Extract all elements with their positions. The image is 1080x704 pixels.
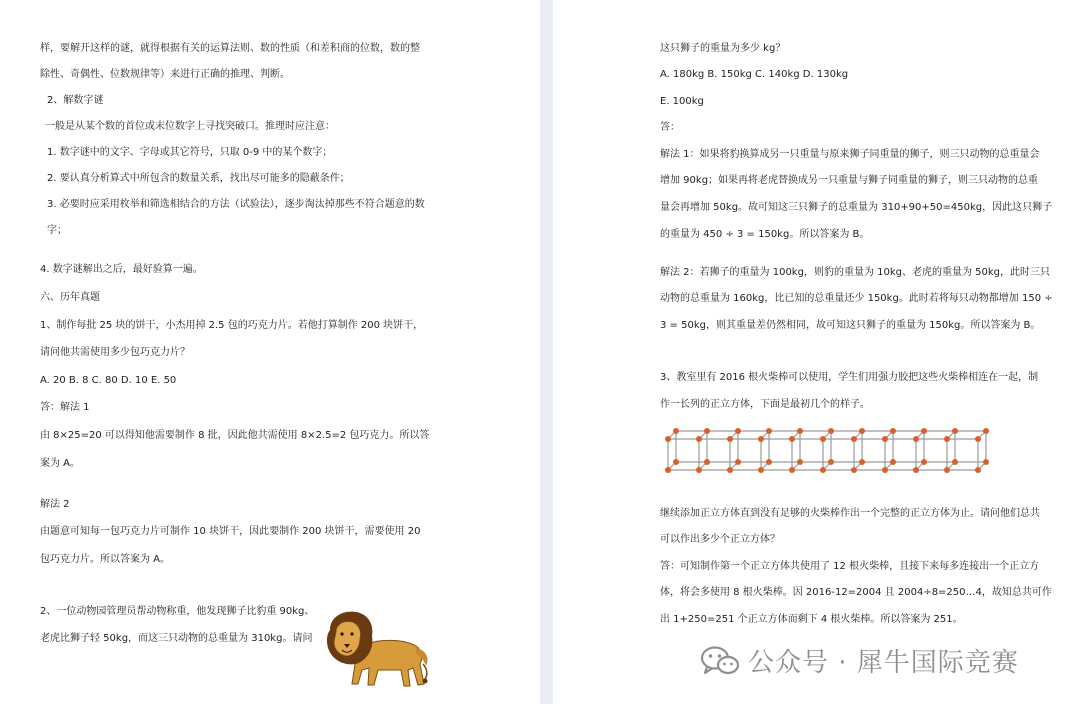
glue-joint (797, 459, 803, 465)
glue-joint (797, 428, 803, 434)
answer-text: 的重量为 450 ÷ 3 = 150kg。所以答案为 B。 (660, 229, 870, 240)
matchstick-cubes-illustration (662, 420, 1002, 478)
glue-joint (913, 436, 919, 442)
answer-text: 案为 A。 (40, 458, 81, 469)
wechat-icon (700, 645, 740, 677)
answer-text: 动物的总重量为 160kg，比已知的总重量还少 150kg。此时若将每只动物都增加 150 ÷ (660, 293, 1053, 304)
answer-label: 解法 2 (40, 499, 70, 510)
glue-joint (766, 459, 772, 465)
glue-joint (952, 428, 958, 434)
glue-joint (727, 436, 733, 442)
glue-joint (944, 467, 950, 473)
question-text: 这只狮子的重量为多少 kg？ (660, 43, 786, 54)
glue-joint (828, 428, 834, 434)
glue-joint (665, 467, 671, 473)
text-line: 样，要解开这样的谜，就得根据有关的运算法则、数的性质（和差积商的位数，数的整 (40, 43, 420, 54)
text-line: 3. 必要时应采用枚举和筛选相结合的方法（试验法），逐步淘汰掉那些不符合题意的数 (47, 199, 425, 210)
glue-joint (890, 459, 896, 465)
glue-joint (735, 459, 741, 465)
glue-joint (882, 436, 888, 442)
question-text: 3、教室里有 2016 根火柴棒可以使用，学生们用强力胶把这些火柴棒相连在一起，制 (660, 372, 1039, 383)
answer-text: 出 1+250=251 个正立方体而剩下 4 根火柴棒。所以答案为 251。 (660, 614, 963, 625)
glue-joint (758, 467, 764, 473)
section-heading: 2、解数字谜 (47, 95, 104, 106)
glue-joint (890, 428, 896, 434)
glue-joint (735, 428, 741, 434)
glue-joint (975, 467, 981, 473)
question-text: 2、一位动物园管理员帮动物称重，他发现狮子比豹重 90kg、 (40, 606, 315, 617)
glue-joint (673, 459, 679, 465)
text-line: 2. 要认真分析算式中所包含的数量关系，找出尽可能多的隐蔽条件； (47, 173, 350, 184)
wechat-watermark (700, 642, 1019, 679)
question-text: 老虎比狮子轻 50kg，而这三只动物的总重量为 310kg。请问 (40, 633, 313, 644)
question-text: 可以作出多少个正立方体？ (660, 534, 780, 545)
glue-joint (859, 428, 865, 434)
answer-label: 答： (660, 122, 680, 133)
glue-joint (952, 459, 958, 465)
glue-joint (851, 436, 857, 442)
question-text: 作一长列的正立方体，下面是最初几个的样子。 (660, 399, 870, 410)
watermark-text: 公众号 · 犀牛国际竞赛 (748, 648, 1019, 678)
lion-illustration (312, 608, 432, 692)
answer-text: 由题意可知每一包巧克力片可制作 10 块饼干，因此要制作 200 块饼干，需要使用 20 (40, 526, 421, 537)
answer-text: 增加 90kg；如果再将老虎替换成另一只重量与狮子同重量的狮子，则三只动物的总重 (660, 175, 1039, 186)
glue-joint (851, 467, 857, 473)
glue-joint (665, 436, 671, 442)
glue-joint (921, 428, 927, 434)
answer-options: A. 20 B. 8 C. 80 D. 10 E. 50 (40, 375, 177, 386)
text-line: 一般是从某个数的首位或末位数字上寻找突破口。推理时应注意： (45, 121, 335, 132)
glue-joint (828, 459, 834, 465)
glue-joint (789, 436, 795, 442)
answer-text: 3 = 50kg，则其重量差仍然相同，故可知这只狮子的重量为 150kg。所以答案为 B。 (660, 320, 1041, 331)
glue-joint (704, 459, 710, 465)
answer-text: 量会再增加 50kg。故可知这三只狮子的总重量为 310+90+50=450kg，因此这只狮子 (660, 202, 1053, 213)
answer-text: 体，将会多使用 8 根火柴棒。因 2016-12=2004 且 2004÷8=250…4，故知总共可作 (660, 587, 1052, 598)
glue-joint (975, 436, 981, 442)
question-text: 继续添加正立方体直到没有足够的火柴棒作出一个完整的正立方体为止。请问他们总共 (660, 508, 1040, 519)
text-line: 4. 数字谜解出之后，最好验算一遍。 (40, 264, 203, 275)
text-line: 除性、奇偶性、位数规律等）来进行正确的推理、判断。 (40, 69, 290, 80)
answer-options: A. 180kg B. 150kg C. 140kg D. 130kg (660, 69, 849, 80)
answer-options: E. 100kg (660, 96, 704, 107)
glue-joint (983, 459, 989, 465)
answer-label: 答：解法 1 (40, 402, 90, 413)
question-text: 请问他共需使用多少包巧克力片？ (40, 347, 190, 358)
text-line: 1. 数字谜中的文字、字母或其它符号，只取 0-9 中的某个数字； (47, 147, 333, 158)
answer-text: 答：可知制作第一个正立方体共使用了 12 根火柴棒，且接下来每多连接出一个正立方 (660, 561, 1040, 572)
glue-joint (704, 428, 710, 434)
text-line: 字； (47, 225, 67, 236)
glue-joint (673, 428, 679, 434)
answer-text: 由 8×25=20 可以得知他需要制作 8 批，因此他共需使用 8×2.5=2 包巧克力。所以答 (40, 430, 430, 441)
question-text: 1、制作每批 25 块的饼干，小杰用掉 2.5 包的巧克力片。若他打算制作 200 块饼干， (40, 320, 424, 331)
glue-joint (789, 467, 795, 473)
answer-text: 解法 1：如果将豹换算成另一只重量与原来狮子同重量的狮子，则三只动物的总重量会 (660, 149, 1040, 160)
glue-joint (758, 436, 764, 442)
glue-joint (696, 436, 702, 442)
answer-text: 包巧克力片。所以答案为 A。 (40, 554, 171, 565)
answer-text: 解法 2：若狮子的重量为 100kg，则豹的重量为 10kg、老虎的重量为 50kg，此时三只 (660, 267, 1051, 278)
glue-joint (820, 467, 826, 473)
glue-joint (944, 436, 950, 442)
glue-joint (859, 459, 865, 465)
glue-joint (921, 459, 927, 465)
glue-joint (727, 467, 733, 473)
glue-joint (820, 436, 826, 442)
glue-joint (696, 467, 702, 473)
glue-joint (983, 428, 989, 434)
glue-joint (913, 467, 919, 473)
glue-joint (882, 467, 888, 473)
glue-joint (766, 428, 772, 434)
section-heading: 六、历年真题 (40, 292, 100, 303)
